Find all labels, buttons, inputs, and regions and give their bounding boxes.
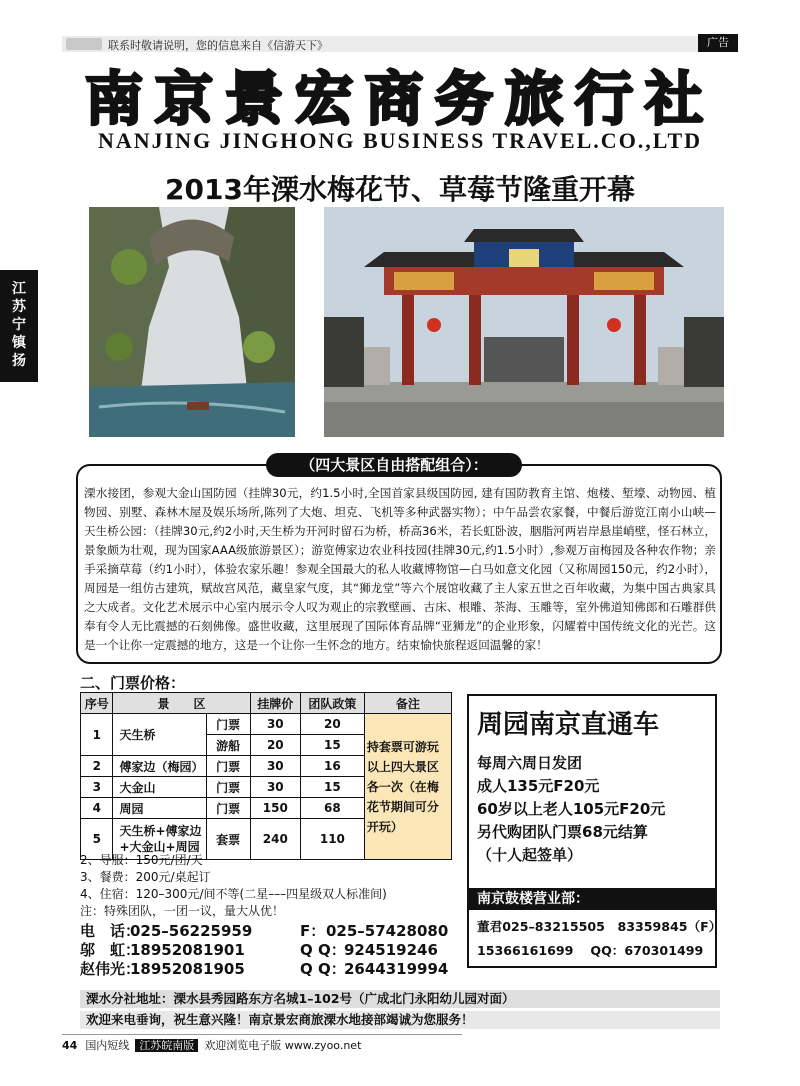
row-list: 30 <box>250 756 300 777</box>
row-no: 4 <box>81 798 113 819</box>
row-name: 天生桥 <box>113 714 206 756</box>
contact-label2: Q Q： <box>300 960 346 978</box>
header-notice: 联系时敬请说明，您的信息来自《信游天下》 <box>108 39 328 52</box>
row-group: 15 <box>300 735 364 756</box>
page-number: 44 <box>62 1039 78 1052</box>
guide-fee: 2、导服：150元/团/天 <box>80 853 203 867</box>
col-scenic: 景 区 <box>113 693 250 714</box>
shuttle-schedule: 每周六周日发团 <box>477 754 583 772</box>
shuttle-min-group: （十人起签单） <box>477 846 583 864</box>
contact-label: 赵伟光： <box>80 960 141 978</box>
row-name: 傅家边（梅园） <box>113 756 206 777</box>
col-note: 备注 <box>364 693 451 714</box>
row-type: 套票 <box>206 819 250 860</box>
row-list: 240 <box>250 819 300 860</box>
contact-value2: 025–57428080 <box>326 922 449 940</box>
contact-row <box>80 941 448 960</box>
edition-tag: 江苏皖南版 <box>135 1039 198 1052</box>
contact-row <box>80 960 448 979</box>
ad-label: 广告 <box>698 34 738 52</box>
special-remark: 注：特殊团队，一团一议，量大从优！ <box>80 904 285 918</box>
shuttle-details <box>477 752 665 867</box>
contact-value2: 924519246 <box>344 941 438 959</box>
row-name: 大金山 <box>113 777 206 798</box>
row-group: 68 <box>300 798 364 819</box>
contact-value: 18952081905 <box>130 960 245 978</box>
photo-natural-bridge <box>89 207 295 437</box>
meal-fee: 3、餐费：200元/桌起订 <box>80 870 211 884</box>
row-list: 20 <box>250 735 300 756</box>
branch-address: 溧水分社地址：溧水县秀园路东方名城1–102号（广成北门永阳幼儿园对面） <box>80 990 720 1008</box>
footer-divider <box>62 1034 462 1035</box>
lodging-fee: 4、住宿：120–300元/间不等(二星–––四星级双人标准间) <box>80 887 387 901</box>
company-name-cn: 南京景宏商务旅行社 <box>84 65 715 133</box>
publisher-logo <box>66 38 102 50</box>
contact-label: 邬 虹： <box>80 941 141 959</box>
row-group: 16 <box>300 756 364 777</box>
col-list-price: 挂牌价 <box>250 693 300 714</box>
row-list: 30 <box>250 777 300 798</box>
row-type: 门票 <box>206 714 250 735</box>
price-table <box>80 692 452 860</box>
row-name: 天生桥+傅家边+大金山+周园 <box>113 819 206 860</box>
zhouyuan-gate-illustration <box>324 207 724 437</box>
price-heading: 二、门票价格： <box>80 674 186 692</box>
shuttle-ticket-price: 另代购团队门票68元结算 <box>477 823 648 841</box>
contact-label2: Q Q： <box>300 941 346 959</box>
row-type: 游船 <box>206 735 250 756</box>
office-mobile-qq: 15366161699 QQ：670301499 <box>477 943 704 958</box>
contact-label: 电 话： <box>80 922 141 940</box>
row-group: 15 <box>300 777 364 798</box>
row-no: 3 <box>81 777 113 798</box>
table-row <box>81 714 452 735</box>
itinerary-text: 溧水接团，参观大金山国防园（挂牌30元，约1.5小时,全国首家县级国防园, 建有国防教育主馆、炮楼、堑壕、动物园、植物园、别墅、森林木屋及娱乐场所,陈列了大炮、坦克、飞机等多种武器实物）；中午品尝农家餐，中餐后游览江南小山峡—天生桥公园：（挂牌30元,约2小时,天生桥为开河时留石为桥，桥高36米，若长虹卧波，胭脂河两岩岸悬崖峭壁，怪石林立，景象颇为壮观，现为国家AAA级旅游景区）；游览傅家边农业科技园(挂牌30元,约1.5小时）,参观万亩梅园及各种农作物；亲手采摘草莓（约1小时），体验农家乐趣！参观全国最大的私人收藏博物馆—白马如意文化园（又称周园150元，约2小时），周园是一组仿古建筑，赋故宫风范，藏皇家气度，其“狮龙堂”等六个展馆收藏了主人家五世之百年收藏，为集中国古典家具之大成者。文化艺术展示中心室内展示令人叹为观止的宗教壁画、古床、根雕、茶海、玉雕等，室外佛道知佛郎和石雕群供奉有令人无比震撼的石刻佛像。盛世收藏，这里展现了国际体育品牌“亚狮龙”的企业形象，闪耀着中国传统文化的光芒。这是一个让你一定震撼的地方，这是一个让你一生怀念的地方。结束愉快旅程返回温馨的家！ <box>84 486 716 652</box>
event-title: 2013年溧水梅花节、草莓节隆重开幕 <box>165 173 635 206</box>
contact-list <box>80 922 448 979</box>
contact-value: 025–56225959 <box>130 922 253 940</box>
row-type: 门票 <box>206 777 250 798</box>
row-no: 1 <box>81 714 113 756</box>
shuttle-title: 周园南京直通车 <box>477 710 660 740</box>
row-no: 5 <box>81 819 113 860</box>
photo-zhouyuan-gate <box>324 207 724 437</box>
welcome-message: 欢迎来电垂询，祝生意兴隆！南京景宏商旅溧水地接部竭诚为您服务！ <box>80 1011 720 1029</box>
natural-bridge-illustration <box>89 207 295 437</box>
shuttle-senior-price: 60岁以上老人105元F20元 <box>477 800 666 818</box>
col-group-price: 团队政策 <box>300 693 364 714</box>
col-no: 序号 <box>81 693 113 714</box>
page-footer <box>62 1037 361 1053</box>
row-type: 门票 <box>206 756 250 777</box>
site-link[interactable]: 欢迎浏览电子版 www.zyoo.net <box>204 1039 362 1052</box>
office-label: 南京鼓楼营业部： <box>469 888 715 910</box>
contact-value: 18952081901 <box>130 941 245 959</box>
contact-row <box>80 922 448 941</box>
row-group: 110 <box>300 819 364 860</box>
office-contacts <box>477 915 721 963</box>
company-name-en: NANJING JINGHONG BUSINESS TRAVEL.CO.,LTD <box>97 128 703 153</box>
row-no: 2 <box>81 756 113 777</box>
office-phone: 董君025–83215505 83359845（F） <box>477 919 722 934</box>
row-name: 周园 <box>113 798 206 819</box>
shuttle-adult-price: 成人135元F20元 <box>477 777 600 795</box>
row-list: 150 <box>250 798 300 819</box>
region-side-tab <box>0 270 38 382</box>
package-note: 持套票可游玩以上四大景区各一次（在梅花节期间可分开玩） <box>364 714 451 860</box>
contact-label2: F： <box>300 922 326 940</box>
row-type: 门票 <box>206 798 250 819</box>
combo-title-badge: （四大景区自由搭配组合）： <box>266 453 522 477</box>
row-list: 30 <box>250 714 300 735</box>
section-name: 国内短线 <box>85 1039 130 1052</box>
table-header-row <box>81 693 452 714</box>
contact-value2: 2644319994 <box>344 960 449 978</box>
extra-info <box>80 852 387 920</box>
region-side-tab-label: 江苏宁镇扬 <box>12 281 26 369</box>
row-group: 20 <box>300 714 364 735</box>
